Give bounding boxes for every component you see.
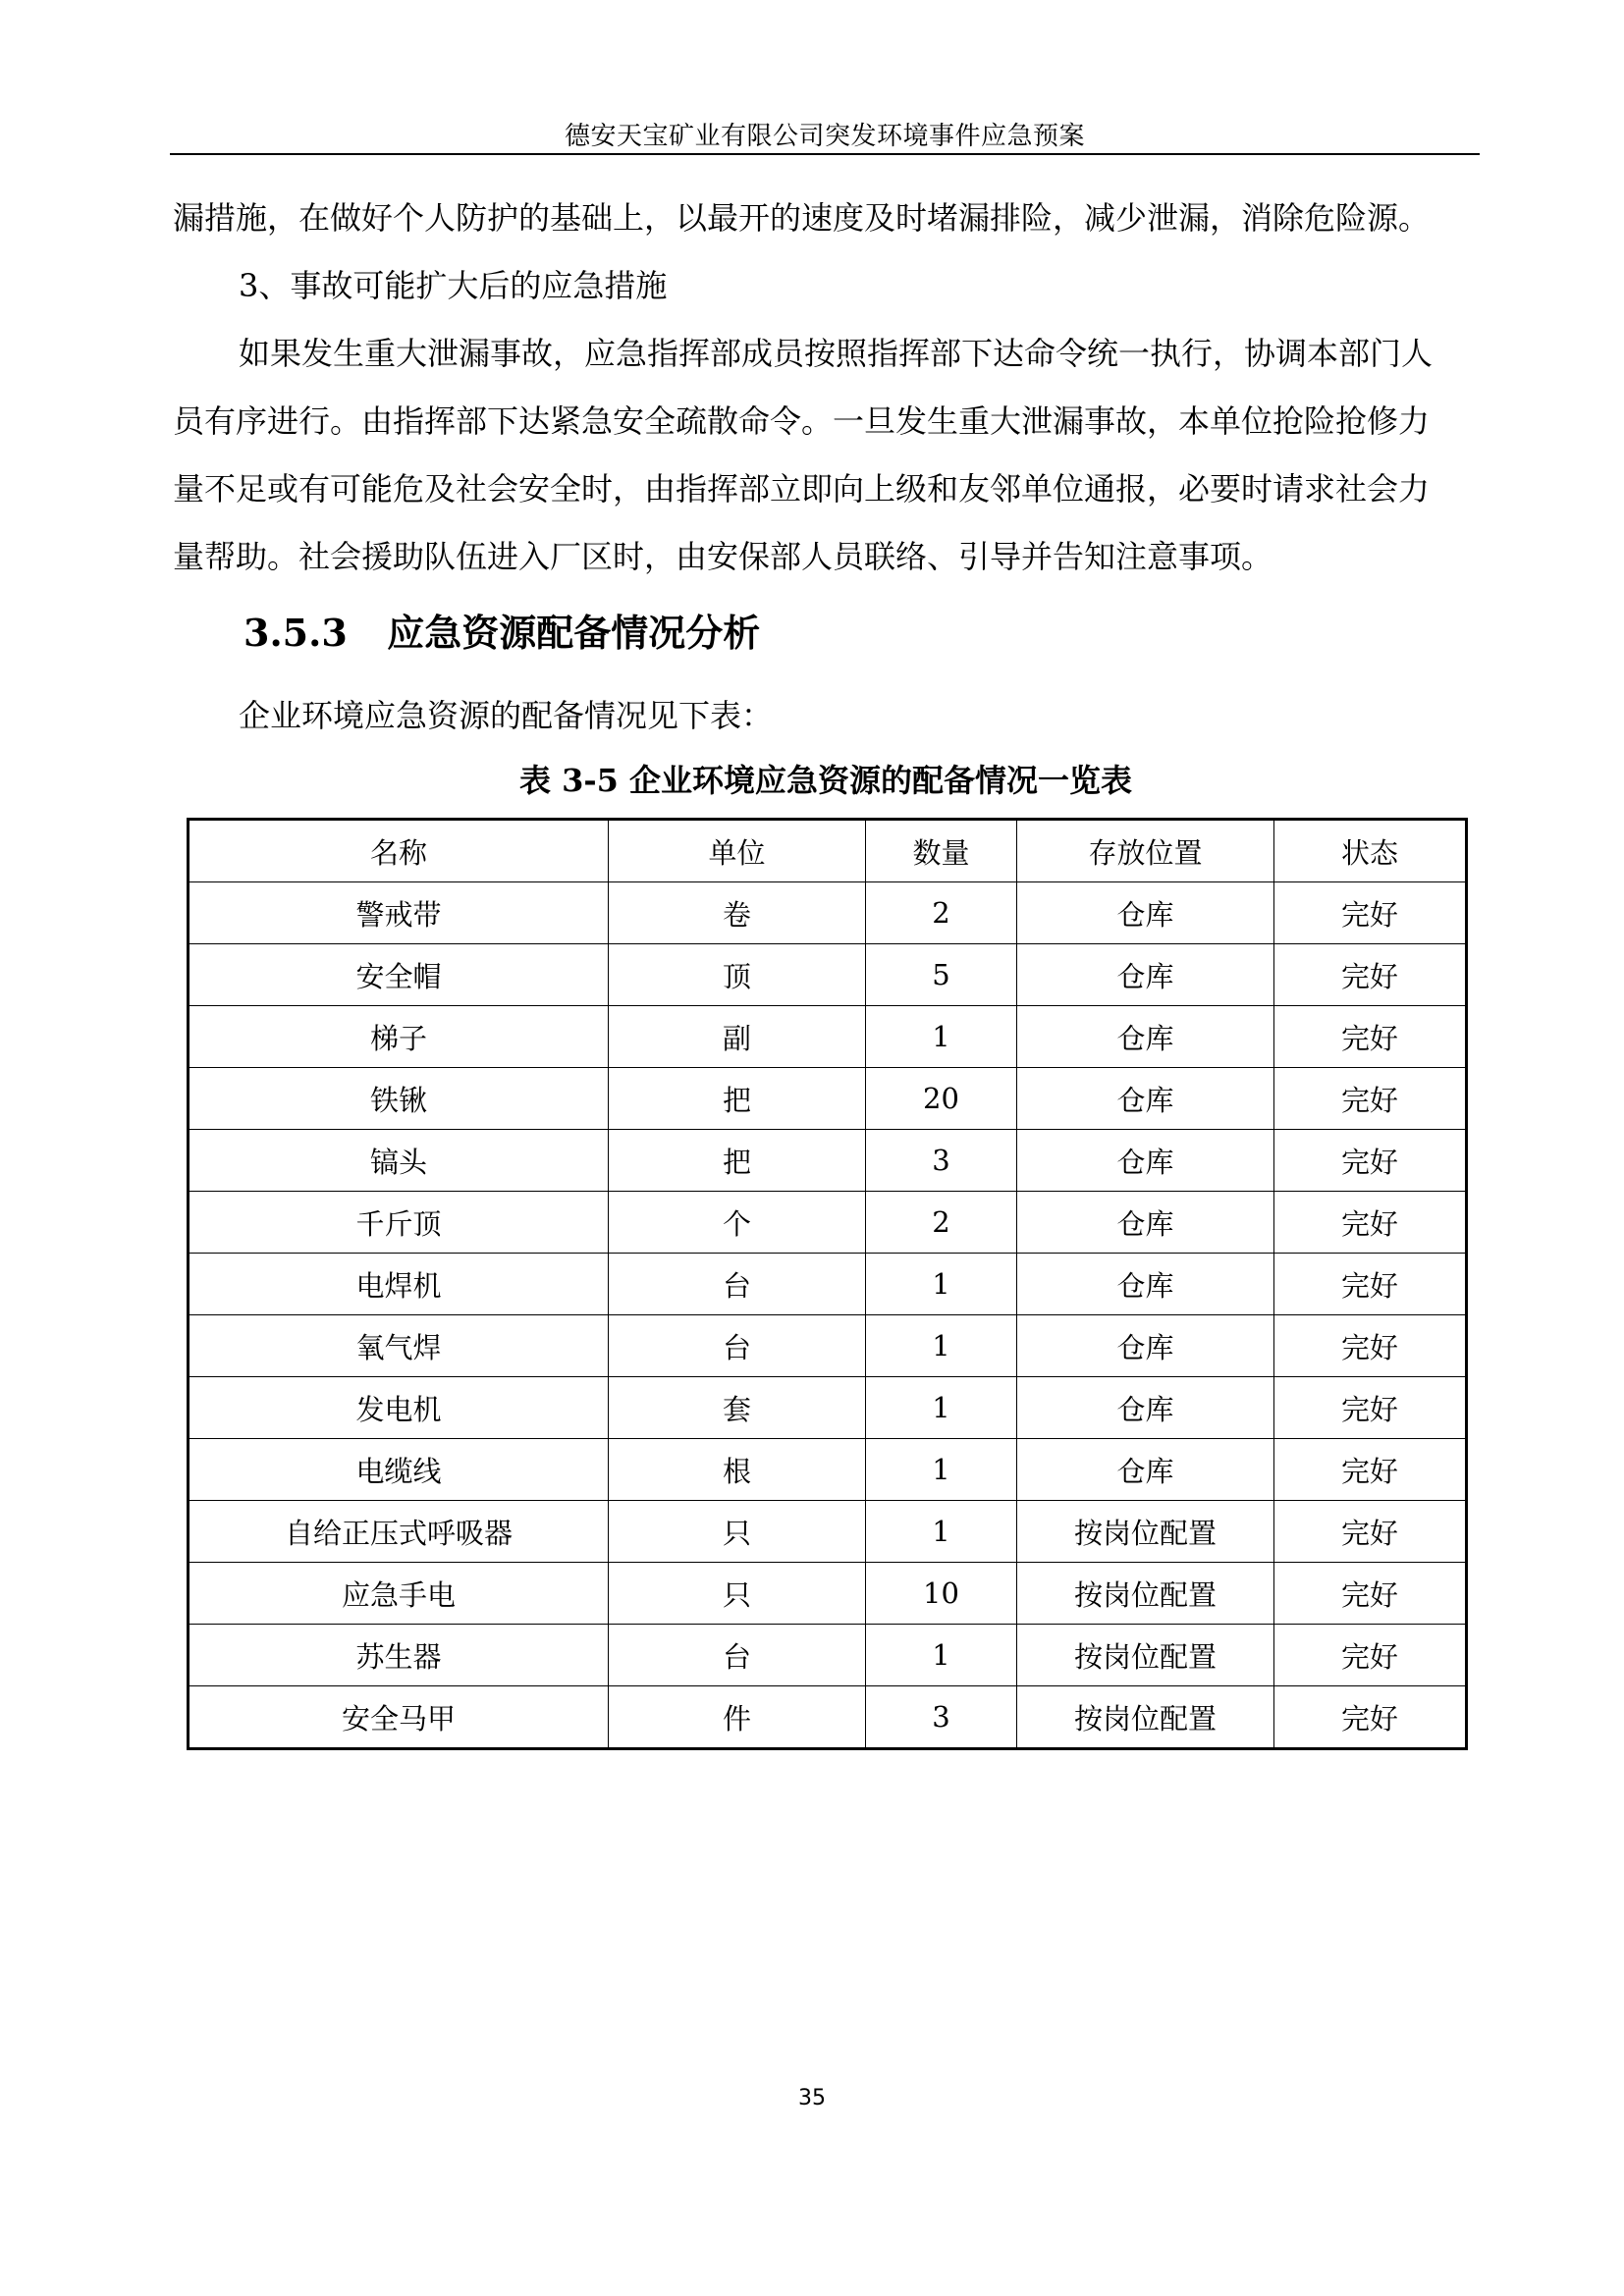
table-header-row (189, 820, 1467, 882)
cell-name: 千斤顶 (189, 1192, 609, 1254)
table-row (189, 1686, 1467, 1749)
cell-name: 警戒带 (189, 882, 609, 944)
section-title: 应急资源配备情况分析 (387, 611, 761, 655)
column-header-location: 存放位置 (1017, 820, 1274, 882)
cell-location: 按岗位配置 (1017, 1625, 1274, 1686)
resources-table (187, 818, 1468, 1750)
cell-location: 仓库 (1017, 1192, 1274, 1254)
table-row (189, 1439, 1467, 1501)
cell-status: 完好 (1274, 1006, 1467, 1068)
cell-status: 完好 (1274, 882, 1467, 944)
cell-location: 按岗位配置 (1017, 1501, 1274, 1563)
cell-quantity: 1 (866, 1501, 1017, 1563)
column-header-name: 名称 (189, 820, 609, 882)
cell-location: 仓库 (1017, 1130, 1274, 1192)
cell-status: 完好 (1274, 1563, 1467, 1625)
cell-location: 仓库 (1017, 1254, 1274, 1315)
table-caption: 表 3-5 企业环境应急资源的配备情况一览表 (518, 762, 1133, 799)
cell-location: 按岗位配置 (1017, 1563, 1274, 1625)
table-row (189, 1625, 1467, 1686)
cell-quantity: 2 (866, 882, 1017, 944)
cell-unit: 只 (609, 1501, 866, 1563)
cell-location: 仓库 (1017, 1315, 1274, 1377)
column-header-unit: 单位 (609, 820, 866, 882)
cell-quantity: 1 (866, 1377, 1017, 1439)
table-row (189, 1192, 1467, 1254)
cell-name: 电缆线 (189, 1439, 609, 1501)
cell-quantity: 1 (866, 1315, 1017, 1377)
section-number: 3.5.3 (244, 611, 348, 655)
column-header-status: 状态 (1274, 820, 1467, 882)
cell-unit: 台 (609, 1254, 866, 1315)
cell-location: 仓库 (1017, 882, 1274, 944)
cell-status: 完好 (1274, 1377, 1467, 1439)
page-number: 35 (798, 2086, 826, 2110)
cell-status: 完好 (1274, 1315, 1467, 1377)
paragraph-line: 量不足或有可能危及社会安全时，由指挥部立即向上级和友邻单位通报，必要时请求社会力 (173, 470, 1431, 507)
cell-quantity: 1 (866, 1254, 1017, 1315)
cell-quantity: 1 (866, 1625, 1017, 1686)
measures-subheading: 3、事故可能扩大后的应急措施 (239, 267, 668, 304)
cell-status: 完好 (1274, 944, 1467, 1006)
cell-quantity: 3 (866, 1686, 1017, 1749)
cell-unit: 只 (609, 1563, 866, 1625)
cell-name: 安全马甲 (189, 1686, 609, 1749)
cell-name: 安全帽 (189, 944, 609, 1006)
cell-quantity: 2 (866, 1192, 1017, 1254)
table-row (189, 1377, 1467, 1439)
cell-unit: 件 (609, 1686, 866, 1749)
table-row (189, 882, 1467, 944)
cell-status: 完好 (1274, 1130, 1467, 1192)
cell-status: 完好 (1274, 1254, 1467, 1315)
table-row (189, 1563, 1467, 1625)
cell-location: 按岗位配置 (1017, 1686, 1274, 1749)
cell-name: 自给正压式呼吸器 (189, 1501, 609, 1563)
table-intro: 企业环境应急资源的配备情况见下表： (239, 697, 774, 734)
cell-status: 完好 (1274, 1192, 1467, 1254)
cell-unit: 顶 (609, 944, 866, 1006)
table-row (189, 1006, 1467, 1068)
cell-quantity: 1 (866, 1006, 1017, 1068)
cell-unit: 台 (609, 1315, 866, 1377)
cell-quantity: 10 (866, 1563, 1017, 1625)
table-row (189, 944, 1467, 1006)
cell-status: 完好 (1274, 1686, 1467, 1749)
cell-quantity: 5 (866, 944, 1017, 1006)
table-row (189, 1068, 1467, 1130)
cell-unit: 把 (609, 1130, 866, 1192)
cell-name: 镐头 (189, 1130, 609, 1192)
cell-location: 仓库 (1017, 1068, 1274, 1130)
cell-quantity: 1 (866, 1439, 1017, 1501)
cell-unit: 台 (609, 1625, 866, 1686)
cell-location: 仓库 (1017, 944, 1274, 1006)
cell-quantity: 3 (866, 1130, 1017, 1192)
cell-name: 电焊机 (189, 1254, 609, 1315)
running-header: 德安天宝矿业有限公司突发环境事件应急预案 (564, 122, 1085, 151)
paragraph-line: 如果发生重大泄漏事故，应急指挥部成员按照指挥部下达命令统一执行，协调本部门人 (239, 335, 1434, 372)
cell-status: 完好 (1274, 1439, 1467, 1501)
cell-status: 完好 (1274, 1501, 1467, 1563)
cell-name: 氧气焊 (189, 1315, 609, 1377)
cell-name: 发电机 (189, 1377, 609, 1439)
cell-status: 完好 (1274, 1625, 1467, 1686)
cell-unit: 把 (609, 1068, 866, 1130)
table-row (189, 1254, 1467, 1315)
table-row (189, 1501, 1467, 1563)
cell-location: 仓库 (1017, 1006, 1274, 1068)
header-divider (170, 153, 1480, 155)
cell-quantity: 20 (866, 1068, 1017, 1130)
table-row (189, 1130, 1467, 1192)
paragraph-line: 量帮助。社会援助队伍进入厂区时，由安保部人员联络、引导并告知注意事项。 (173, 538, 1273, 575)
cell-location: 仓库 (1017, 1439, 1274, 1501)
column-header-quantity: 数量 (866, 820, 1017, 882)
cell-unit: 根 (609, 1439, 866, 1501)
cell-unit: 卷 (609, 882, 866, 944)
paragraph-continuation: 漏措施，在做好个人防护的基础上，以最开的速度及时堵漏排险，减少泄漏，消除危险源。 (173, 199, 1431, 237)
cell-unit: 套 (609, 1377, 866, 1439)
cell-name: 应急手电 (189, 1563, 609, 1625)
cell-status: 完好 (1274, 1068, 1467, 1130)
table-row (189, 1315, 1467, 1377)
cell-name: 铁锹 (189, 1068, 609, 1130)
cell-name: 梯子 (189, 1006, 609, 1068)
cell-name: 苏生器 (189, 1625, 609, 1686)
cell-location: 仓库 (1017, 1377, 1274, 1439)
paragraph-line: 员有序进行。由指挥部下达紧急安全疏散命令。一旦发生重大泄漏事故，本单位抢险抢修力 (173, 402, 1431, 440)
section-heading (244, 603, 760, 657)
cell-unit: 副 (609, 1006, 866, 1068)
cell-unit: 个 (609, 1192, 866, 1254)
